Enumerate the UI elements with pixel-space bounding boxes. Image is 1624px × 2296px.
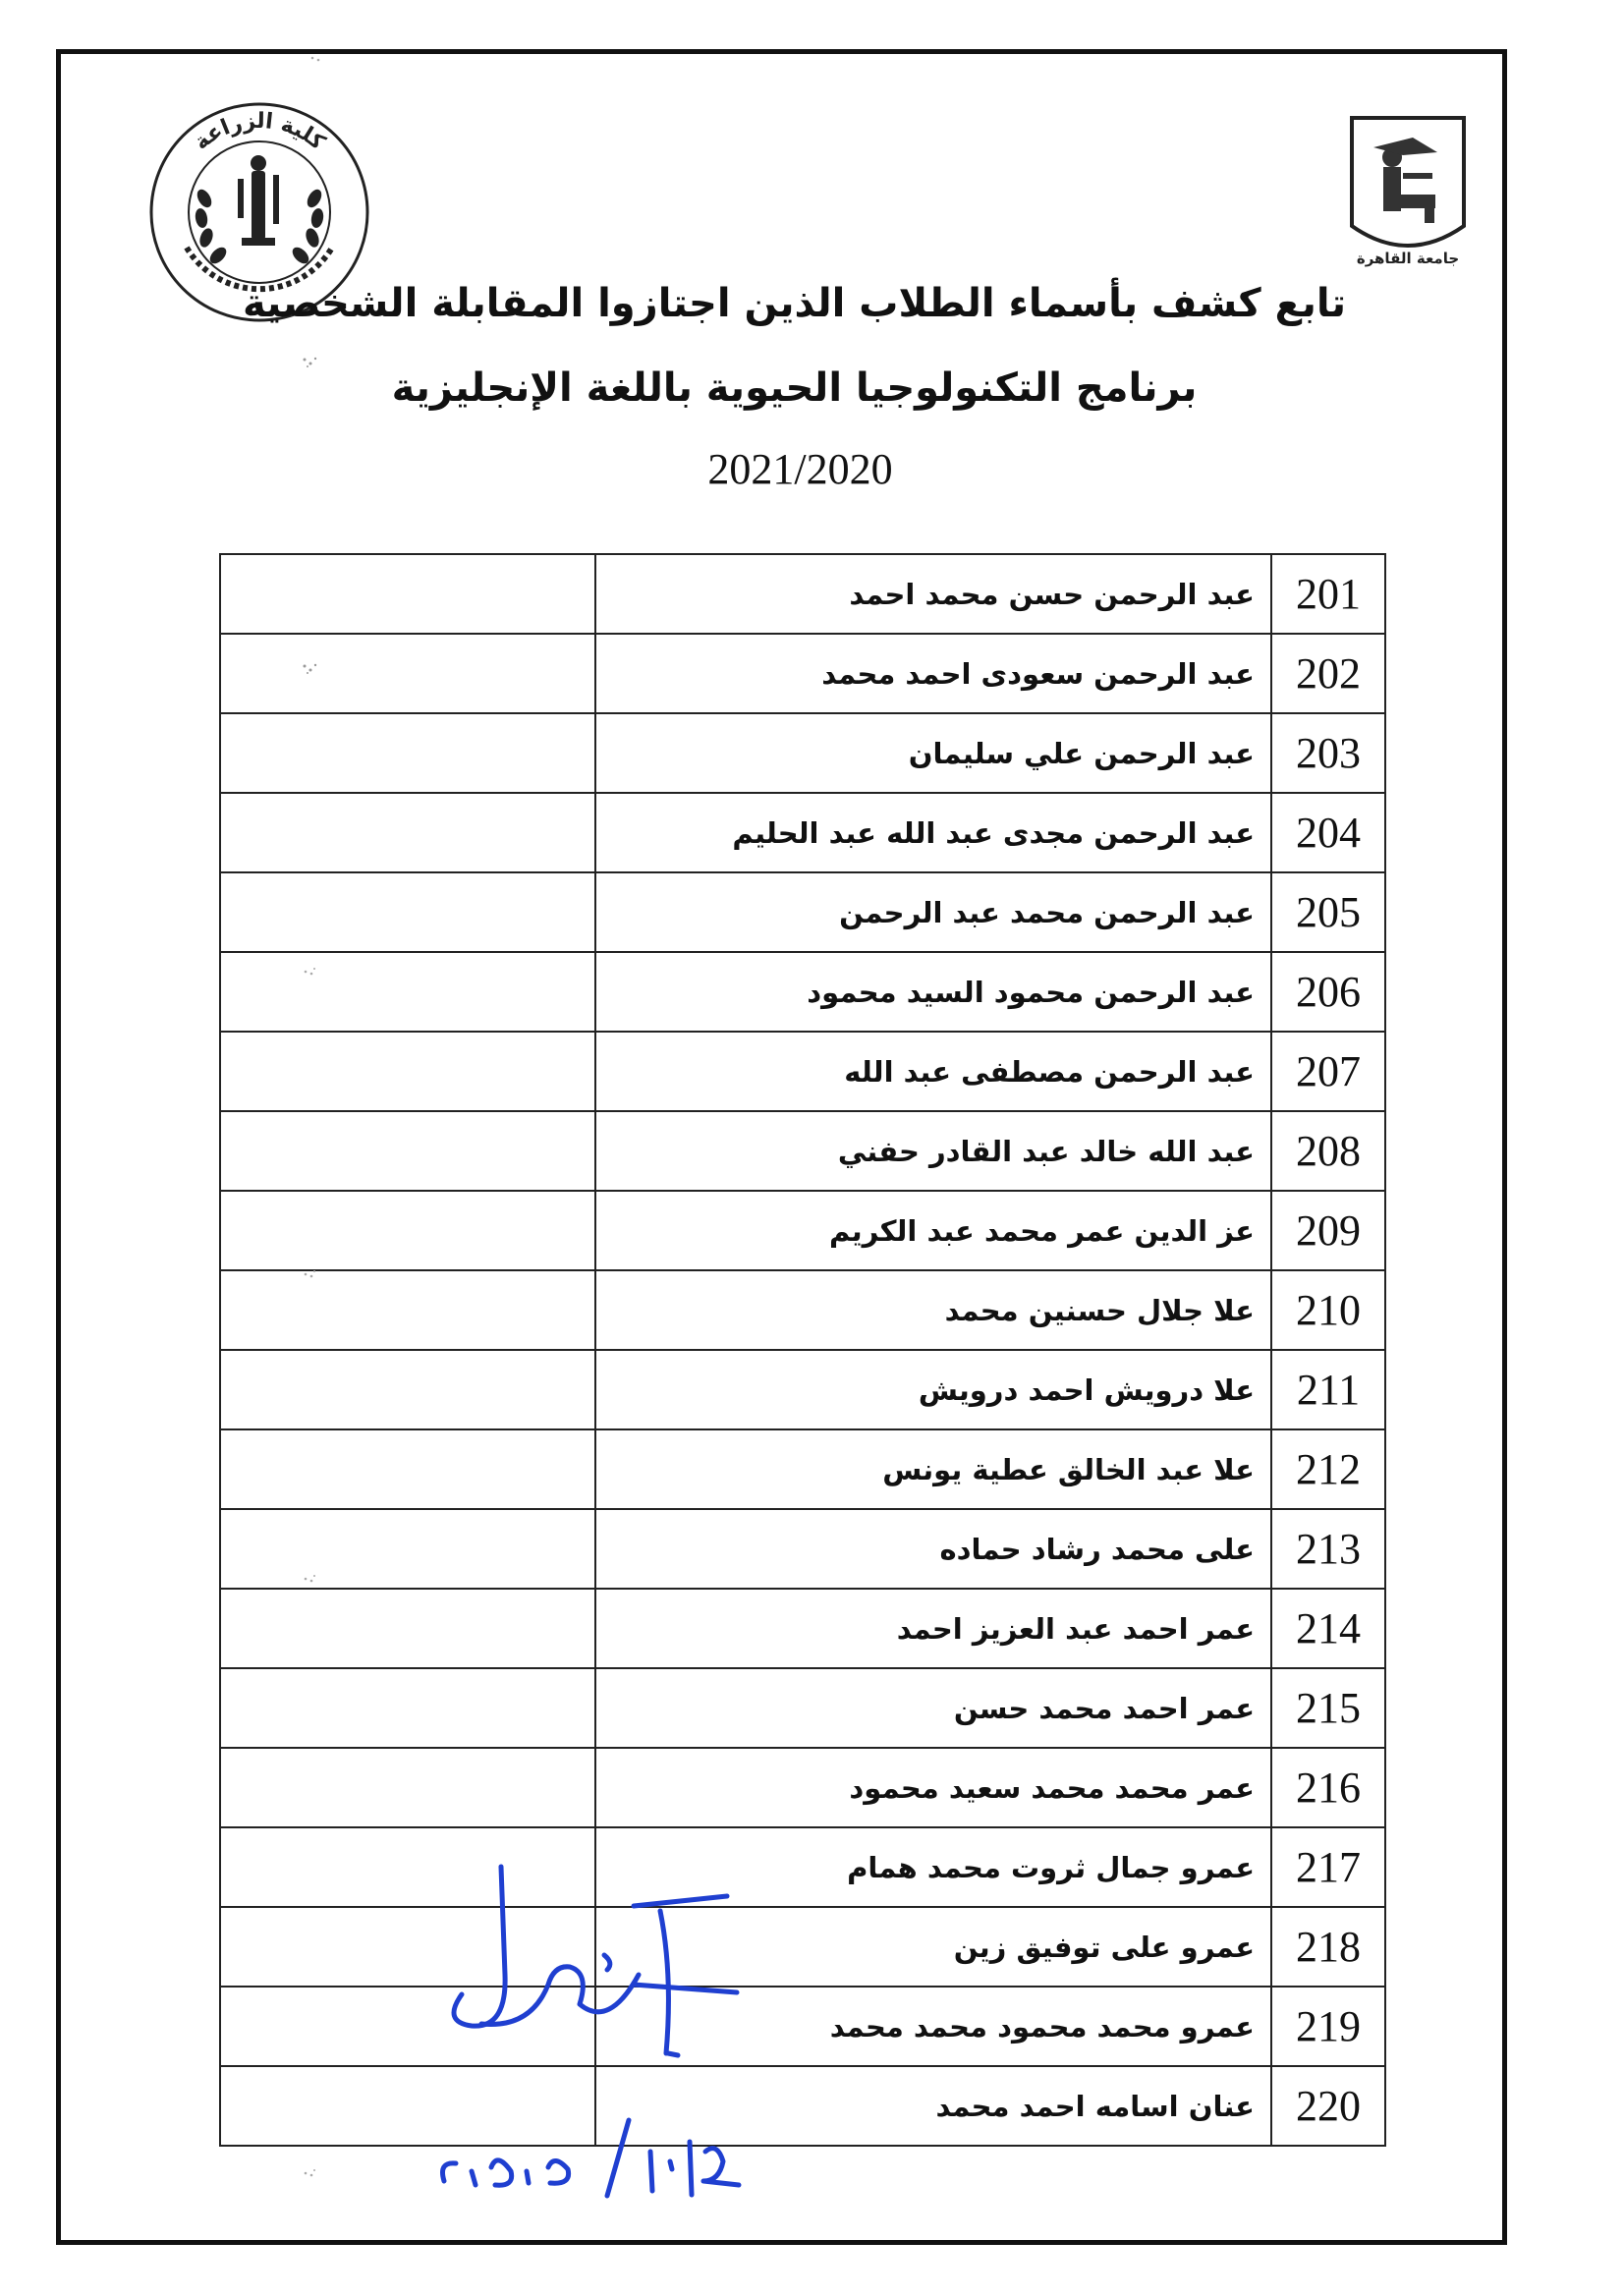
university-logo-text: جامعة القاهرة bbox=[1356, 250, 1460, 267]
scan-speck-icon bbox=[300, 965, 321, 982]
student-number: 210 bbox=[1271, 1270, 1385, 1350]
student-number: 215 bbox=[1271, 1668, 1385, 1748]
table-row bbox=[220, 554, 1385, 634]
empty-cell bbox=[220, 1589, 595, 1668]
student-name: عز الدين عمر محمد عبد الكريم bbox=[595, 1191, 1271, 1270]
student-name: عمرو على توفيق زين bbox=[595, 1907, 1271, 1987]
student-name: علا درويش احمد درويش bbox=[595, 1350, 1271, 1429]
empty-cell bbox=[220, 952, 595, 1032]
student-name: عبد الله خالد عبد القادر حفني bbox=[595, 1111, 1271, 1191]
scan-speck-icon bbox=[300, 1572, 321, 1590]
student-name: عبد الرحمن سعودى احمد محمد bbox=[595, 634, 1271, 713]
student-name: عبد الرحمن محمد عبد الرحمن bbox=[595, 872, 1271, 952]
scan-speck-icon bbox=[300, 2166, 321, 2184]
table-row bbox=[220, 1429, 1385, 1509]
empty-cell bbox=[220, 1509, 595, 1589]
student-number: 214 bbox=[1271, 1589, 1385, 1668]
student-number: 218 bbox=[1271, 1907, 1385, 1987]
student-number: 212 bbox=[1271, 1429, 1385, 1509]
student-number: 207 bbox=[1271, 1032, 1385, 1111]
student-number: 211 bbox=[1271, 1350, 1385, 1429]
student-number: 217 bbox=[1271, 1827, 1385, 1907]
student-name: علا جلال حسنين محمد bbox=[595, 1270, 1271, 1350]
table-row bbox=[220, 952, 1385, 1032]
student-name: عمر محمد محمد سعيد محمود bbox=[595, 1748, 1271, 1827]
table-row bbox=[220, 1509, 1385, 1589]
table-row bbox=[220, 1270, 1385, 1350]
program-subtitle: برنامج التكنولوجيا الحيوية باللغة الإنجليزية bbox=[391, 365, 1198, 411]
table-row bbox=[220, 1191, 1385, 1270]
student-number: 209 bbox=[1271, 1191, 1385, 1270]
table-row bbox=[220, 1668, 1385, 1748]
student-name: عمرو محمد محمود محمد محمد bbox=[595, 1987, 1271, 2066]
student-name: عبد الرحمن علي سليمان bbox=[595, 713, 1271, 793]
empty-cell bbox=[220, 793, 595, 872]
academic-year: 2021/2020 bbox=[707, 445, 893, 493]
student-name: عمر احمد محمد حسن bbox=[595, 1668, 1271, 1748]
student-number: 203 bbox=[1271, 713, 1385, 793]
empty-cell bbox=[220, 1111, 595, 1191]
scan-speck-icon bbox=[300, 1267, 321, 1285]
table-row bbox=[220, 1589, 1385, 1668]
table-row bbox=[220, 634, 1385, 713]
seal-text: كلية الزراعة bbox=[189, 108, 330, 155]
student-number: 204 bbox=[1271, 793, 1385, 872]
empty-cell bbox=[220, 554, 595, 634]
signature-icon bbox=[432, 1857, 845, 2220]
student-name: على محمد رشاد حماده bbox=[595, 1509, 1271, 1589]
scan-speck-icon bbox=[300, 354, 321, 371]
empty-cell bbox=[220, 1748, 595, 1827]
student-name: عبد الرحمن حسن محمد احمد bbox=[595, 554, 1271, 634]
student-number: 206 bbox=[1271, 952, 1385, 1032]
student-number: 208 bbox=[1271, 1111, 1385, 1191]
empty-cell bbox=[220, 1429, 595, 1509]
student-name: علا عبد الخالق عطية يونس bbox=[595, 1429, 1271, 1509]
student-name: عمرو جمال ثروت محمد همام bbox=[595, 1827, 1271, 1907]
university-logo-icon bbox=[1344, 108, 1472, 275]
table-row bbox=[220, 1032, 1385, 1111]
table-row bbox=[220, 713, 1385, 793]
page-title: تابع كشف بأسماء الطلاب الذين اجتازوا المقابلة الشخصية bbox=[243, 281, 1346, 326]
scan-speck-icon bbox=[307, 51, 328, 69]
student-name: عبد الرحمن محمود السيد محمود bbox=[595, 952, 1271, 1032]
student-number: 213 bbox=[1271, 1509, 1385, 1589]
empty-cell bbox=[220, 1270, 595, 1350]
student-name: عبد الرحمن مجدى عبد الله عبد الحليم bbox=[595, 793, 1271, 872]
student-name: عنان اسامه احمد محمد bbox=[595, 2066, 1271, 2146]
table-row bbox=[220, 1350, 1385, 1429]
scan-speck-icon bbox=[300, 660, 321, 678]
table-row bbox=[220, 1748, 1385, 1827]
student-number: 205 bbox=[1271, 872, 1385, 952]
student-number: 219 bbox=[1271, 1987, 1385, 2066]
empty-cell bbox=[220, 713, 595, 793]
table-row bbox=[220, 793, 1385, 872]
table-row bbox=[220, 872, 1385, 952]
empty-cell bbox=[220, 1668, 595, 1748]
student-number: 216 bbox=[1271, 1748, 1385, 1827]
empty-cell bbox=[220, 1032, 595, 1111]
empty-cell bbox=[220, 634, 595, 713]
student-number: 220 bbox=[1271, 2066, 1385, 2146]
table-row bbox=[220, 1111, 1385, 1191]
empty-cell bbox=[220, 872, 595, 952]
student-name: عمر احمد عبد العزيز احمد bbox=[595, 1589, 1271, 1668]
student-number: 202 bbox=[1271, 634, 1385, 713]
empty-cell bbox=[220, 1350, 595, 1429]
empty-cell bbox=[220, 1191, 595, 1270]
student-number: 201 bbox=[1271, 554, 1385, 634]
student-name: عبد الرحمن مصطفى عبد الله bbox=[595, 1032, 1271, 1111]
